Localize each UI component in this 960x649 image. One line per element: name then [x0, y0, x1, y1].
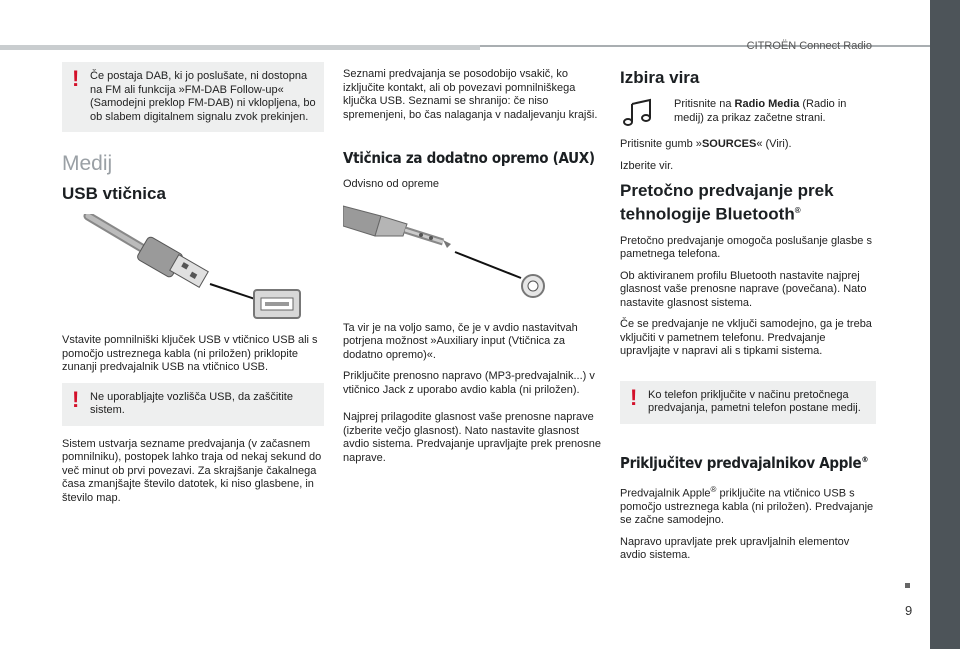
- warning-text: Če postaja DAB, ki jo poslušate, ni dostopna na FM ali funkcija »FM-DAB Follow-up« (Samodejni preklop FM-DAB) ni vklopljena, bo ob slabem digitalnem signalu zvok prekinjen.: [90, 70, 316, 123]
- playlist-paragraph: Sistem ustvarja sezname predvajanja (v začasnem pomnilniku), postopek lahko traja od nekaj sekund do več minut ob prvi povezavi. Za skrajšanje čakalnega časa zmanjšajte število datotek, ki niso glasbene, in število map.: [62, 437, 322, 504]
- aux-paragraph-1: Ta vir je na voljo samo, če je v avdio nastavitvah potrjena možnost »Auxiliary input (Vtičnica za dodatno opremo)«.: [343, 321, 578, 361]
- apple-heading: Priključitev predvajalnikov Apple®: [620, 453, 869, 472]
- column-2: [343, 68, 605, 473]
- source-heading: Izbira vira: [620, 68, 700, 87]
- usb-paragraph: Vstavite pomnilniški ključek USB v vtičnico USB ali s pomočjo ustreznega kabla (ni priložen) priklopite zunanji predvajalnik USB na vtičnico USB.: [62, 334, 318, 373]
- apple-paragraph: Predvajalnik Apple® priključite na vtičnico USB s pomočjo ustreznega kabla (ni priložen). Predvajanje se začne samodejno.: [620, 484, 874, 527]
- aux-intro: Odvisno od opreme: [343, 178, 439, 190]
- bluetooth-paragraph-2: Ob aktiviranem profilu Bluetooth nastavite najprej glasnost vaše prenosne naprave (povečana). Nato nastavite glasnost sistema.: [620, 269, 867, 309]
- page-number: 9: [905, 603, 913, 618]
- select-source: Izberite vir.: [620, 159, 674, 172]
- aux-paragraph-2: Priključite prenosno napravo (MP3-predvajalnik...) v vtičnico Jack z uporabo avdio kabla (ni priložen).: [343, 370, 595, 396]
- radio-media-instruction: Pritisnite na Radio Media (Radio in medij) za prikaz začetne strani.: [674, 98, 847, 124]
- warning-icon: !: [630, 384, 638, 410]
- jack-plug-icon: [343, 200, 605, 312]
- page-edge-bar: [930, 0, 960, 649]
- warning-icon: !: [72, 386, 80, 412]
- bluetooth-heading: Pretočno predvajanje prek tehnologije Bluetooth®: [620, 181, 834, 224]
- usb-illustration: [62, 214, 324, 324]
- warning-box-dab: [62, 62, 324, 132]
- sources-instruction: Pritisnite gumb »SOURCES« (Viri).: [620, 138, 792, 150]
- warning-text: Ne uporabljajte vozlišča USB, da zaščitite sistem.: [90, 390, 293, 416]
- running-head: CITROËN Connect Radio: [746, 40, 872, 52]
- warning-box-hub: [62, 383, 324, 426]
- page-marker: [905, 583, 910, 588]
- aux-illustration: [343, 200, 605, 312]
- music-note-icon: [620, 98, 660, 128]
- column-1: [62, 62, 324, 513]
- playlist-update-paragraph: Seznami predvajanja se posodobijo vsakič, ko izključite kontakt, ali ob povezavi pomnilniškega ključka USB. Seznami se shranijo: če niso spremenjeni, bo čas nalaganja v nadaljevanju krajši.: [343, 68, 598, 121]
- warning-icon: !: [72, 66, 80, 91]
- warning-text: Ko telefon priključite v načinu pretočnega predvajanja, pametni telefon postane medij.: [648, 388, 861, 415]
- aux-heading: Vtičnica za dodatno opremo (AUX): [343, 149, 595, 167]
- apple-paragraph-2: Napravo upravljate prek upravljalnih elementov avdio sistema.: [620, 535, 850, 562]
- usb-plug-icon: [62, 214, 324, 324]
- warning-box-streaming: [620, 381, 876, 424]
- usb-heading: USB vtičnica: [62, 184, 166, 203]
- radio-media-row: [620, 98, 876, 128]
- section-title: Medij: [62, 152, 113, 175]
- bluetooth-paragraph-3: Če se predvajanje ne vključi samodejno, ga je treba vključiti v pametnem telefonu. Predvajanje upravljajte v napravi ali s tipkami sistema.: [620, 318, 872, 358]
- aux-paragraph-3: Najprej prilagodite glasnost vaše prenosne naprave (izberite večjo glasnost). Nato nastavite glasnost avdio sistema. Predvajanje upravljajte prek prenosne naprave.: [343, 411, 602, 464]
- column-3: [620, 68, 876, 571]
- bluetooth-paragraph-1: Pretočno predvajanje omogoča poslušanje glasbe s pametnega telefona.: [620, 234, 872, 261]
- header-rule-left: [0, 45, 480, 50]
